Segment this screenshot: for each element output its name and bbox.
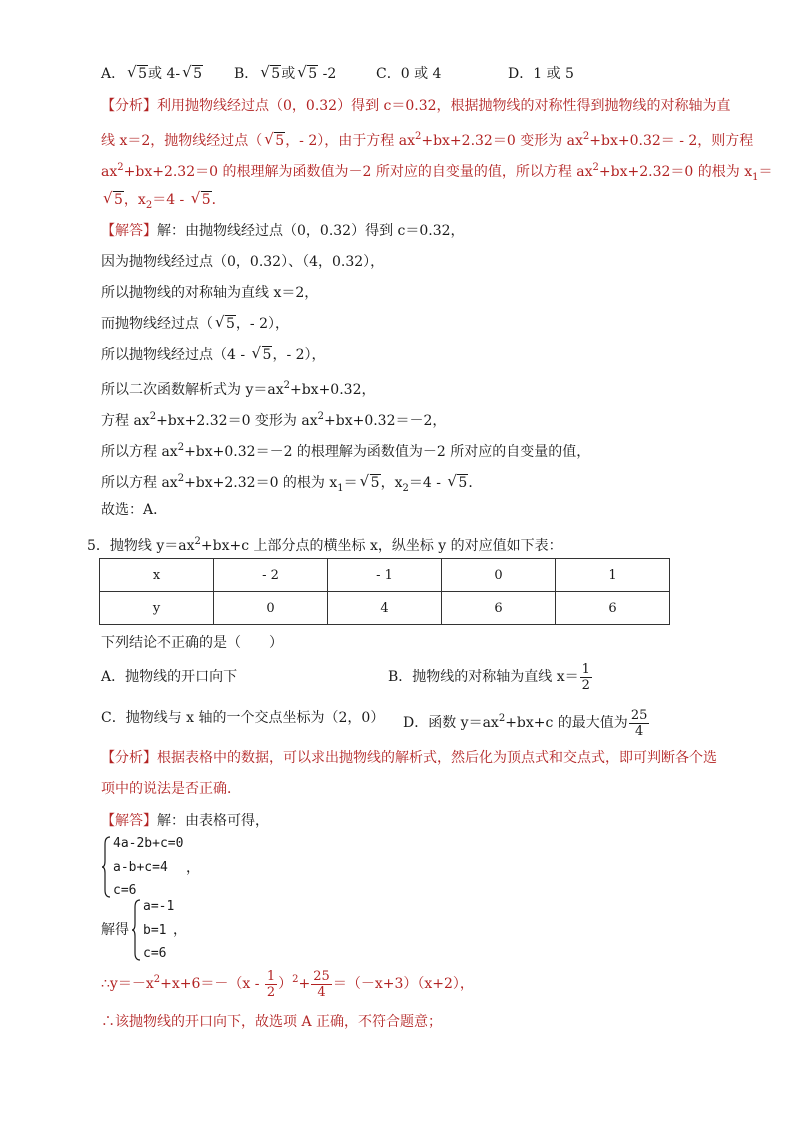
equation-line: c=6 (113, 883, 137, 898)
q4-analysis-line3: $ax^2+bx+2.32=0$ 的根理解为函数值为－2 所对应的自变量的值，所以方程 $ax^2+bx+2.32=0$ 的根为 $x_1=$ (101, 162, 773, 183)
left-brace-icon (101, 836, 111, 898)
q5-option-b: B．抛物线的对称轴为直线 x＝ $\frac{1}{2}$ (388, 661, 590, 693)
table-cell: - 2 (214, 559, 328, 592)
sqrt: √ 5 (252, 345, 273, 365)
equation-line: a-b+c=4 (113, 859, 168, 875)
equation-line: c=6 (143, 946, 167, 961)
sqrt: √ 5 (127, 64, 148, 84)
q5-conclusion: ∴该抛物线的开口向下，故选项 A 正确，不符合题意； (101, 1014, 443, 1030)
q4-option-d: D．1 或 5 (508, 66, 574, 82)
sqrt: √ 5 (447, 473, 468, 493)
analysis-tag: 【分析】 (101, 98, 157, 114)
table-row (100, 559, 670, 592)
table-cell: 0 (442, 559, 556, 592)
sqrt: √ 5 (297, 64, 318, 84)
q4-solution-line4: 而抛物线经过点（√ 5，- 2）， (101, 314, 289, 334)
sqrt: √ 5 (182, 64, 203, 84)
q4-solution-line7: 方程 $ax^2+bx+2.32=0$ 变形为 $ax^2+bx+0.32=-2$， (101, 411, 447, 429)
solve-label: 解得 (101, 922, 129, 938)
q5-option-a: A．抛物线的开口向下 (101, 669, 238, 685)
q4-solution-line10: 故选：A． (101, 502, 168, 518)
system-2-comma: ， (173, 922, 187, 938)
q5-option-d: D．函数 $y=ax^2+bx+c$ 的最大值为 $\frac{25}{4}$ (403, 707, 648, 739)
q4-option-a (101, 64, 203, 84)
q4-analysis-line4: √ 5，$x_2=4$ - √ 5． (101, 190, 226, 216)
table-cell: y (100, 592, 214, 625)
table-cell: - 1 (328, 559, 442, 592)
table-cell: x (100, 559, 214, 592)
q4-solution-line5: 所以抛物线经过点（4 - √ 5，- 2）， (101, 345, 326, 365)
table-row (100, 592, 670, 625)
analysis-text: 利用抛物线经过点（0，0.32）得到 c＝0.32，根据抛物线的对称性得到抛物线的对称轴为直 (157, 98, 731, 114)
q4-solution-line1 (101, 221, 465, 241)
equation-line: b=1 (143, 922, 167, 938)
table-cell: 4 (328, 592, 442, 625)
fraction: $\frac{1}{2}$ (581, 661, 590, 693)
q5-solution-line1: 【解答】解：由表格可得， (101, 813, 269, 829)
solution-tag: 【解答】 (101, 813, 157, 829)
option-label: A． (101, 66, 126, 82)
q4-analysis-line2: 线 x＝2，抛物线经过点（√ 5，- 2），由于方程 $ax^2+bx+2.32=0$ 变形为 $ax^2+bx+0.32= - 2$，则方程 (101, 127, 753, 151)
option-label: B． (234, 66, 259, 82)
q5-analysis-line2: 项中的说法是否正确． (101, 781, 241, 797)
equation-system-2 (131, 899, 174, 961)
equation-system-1 (101, 836, 183, 898)
q4-option-b (234, 64, 336, 84)
q4-solution-line6: 所以二次函数解析式为 $y=ax^2+bx+0.32$， (101, 380, 376, 398)
q4-solution-line2: 因为抛物线经过点（0，0.32）、（4，0.32）， (101, 254, 385, 270)
equation-line: a=-1 (143, 899, 175, 914)
equation-line: 4a-2b+c=0 (113, 836, 184, 851)
solution-tag: 【解答】 (101, 223, 157, 239)
sqrt: √ 5 (360, 473, 381, 493)
table-cell: 1 (556, 559, 670, 592)
solution-text: 解：由抛物线经过点（0，0.32）得到 c＝0.32， (157, 223, 465, 239)
q4-analysis-line1 (101, 96, 731, 116)
table-cell: 6 (442, 592, 556, 625)
value-table (99, 558, 670, 625)
table-cell: 0 (214, 592, 328, 625)
sqrt: √ 5 (191, 190, 212, 210)
q4-option-c: C．0 或 4 (376, 66, 442, 82)
fraction: $\frac{1}{2}$ (266, 968, 276, 1000)
q4-solution-line3: 所以抛物线的对称轴为直线 x＝2， (101, 285, 319, 301)
q4-solution-line9: 所以方程 $ax^2+bx+2.32=0$ 的根为 $x_1=√$ 5，$x_2=4$ - √ 5． (101, 469, 482, 499)
q5-question: 下列结论不正确的是（ ） (101, 635, 283, 651)
system-1-comma: ， (186, 860, 200, 876)
left-brace-icon (131, 899, 141, 961)
sqrt: √ 5 (264, 131, 285, 151)
sqrt: √ 5 (260, 64, 281, 84)
sqrt: √ 5 (103, 190, 124, 210)
table-cell: 6 (556, 592, 670, 625)
fraction: $\frac{25}{4}$ (630, 707, 648, 739)
q5-stem: 5．抛物线 $y=ax^2+bx+c$ 上部分点的横坐标 x，纵坐标 y 的对应值如下表： (87, 536, 563, 554)
q5-option-c: C．抛物线与 x 轴的一个交点坐标为（2，0） (101, 710, 385, 726)
q5-expression: $\therefore y=-x^2+x+6=-(x$ - $\frac{1}{2}$ ）$^2$+ $\frac{25}{4}$ ＝（－x+3）（x+2）， (101, 968, 474, 1000)
sqrt: √ 5 (215, 314, 236, 334)
analysis-tag: 【分析】 (101, 750, 157, 766)
q5-analysis-line1: 【分析】根据表格中的数据，可以求出抛物线的解析式，然后化为顶点式和交点式，即可判断各个选 (101, 750, 717, 766)
q4-solution-line8: 所以方程 $ax^2+bx+0.32=-2$ 的根理解为函数值为－2 所对应的自变量的值， (101, 442, 591, 460)
option-text: -2 (318, 66, 337, 82)
option-text: 或 (281, 66, 296, 82)
option-text: 或 4- (148, 66, 181, 82)
fraction: $\frac{25}{4}$ (313, 968, 330, 1000)
